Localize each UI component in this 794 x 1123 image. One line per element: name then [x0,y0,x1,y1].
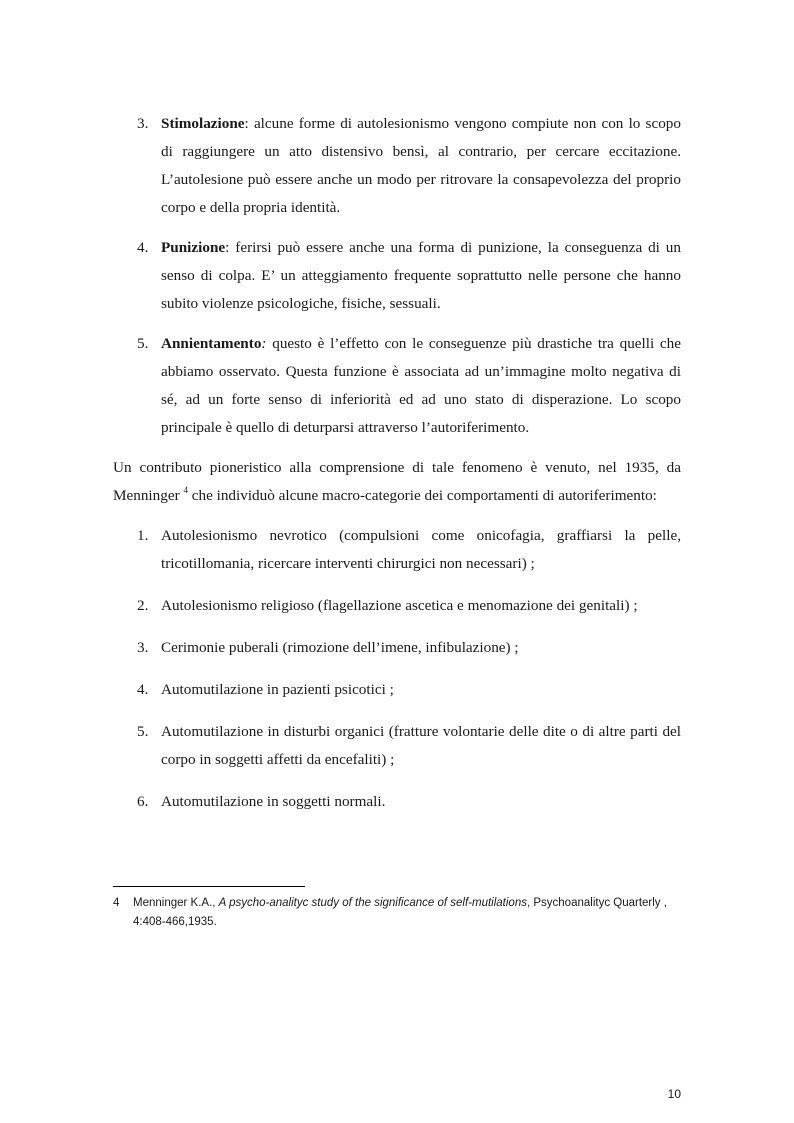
list-item [113,788,681,816]
list-item: 3. Stimolazione: alcune forme di autolesionismo vengono compiute non con lo scopo di raggiungere un atto distensivo bensì, al contrario, per cercare eccitazione. L’autolesione può essere anche un modo per ritrovare la consapevolezza del proprio corpo e della propria identità. [113,110,681,222]
list-item-text: Automutilazione in pazienti psicotici ; [161,681,394,698]
list-item-text: alcune forme di autolesionismo vengono compiute non con lo scopo di raggiungere un atto distensivo bensì, al contrario, per cercare eccitazione. L’autolesione può essere anche un modo per ritrovare la consapevolezza del proprio corpo e della propria identità. [161,115,681,216]
list-item-number: 5. [137,335,149,352]
footnote-title: A psycho-analityc study of the significance of self-mutilations [218,897,527,909]
list-item-number: 6. [137,793,149,810]
list-item-term: Annientamento [161,335,262,352]
list-item [113,522,681,578]
list-item-number: 4. [137,681,149,698]
footnote-text: Menninger K.A., A psycho-analityc study of the significance of self-mutilations, Psychoanalityc Quarterly , 4:408-466,1935. [133,897,667,928]
footnote-reference[interactable]: 4 [183,485,188,495]
list-item: 4. Punizione: ferirsi può essere anche una forma di punizione, la conseguenza di un senso di colpa. E’ un atteggiamento frequente soprattutto nelle persone che hanno subito violenze psicologiche, fisiche, sessuali. [113,234,681,318]
footnote [113,894,681,932]
list-item-text: Autolesionismo nevrotico (compulsioni come onicofagia, graffiarsi la pelle, tricotillomania, ricercare interventi chirurgici non necessari) ; [161,527,681,572]
list-item-text: Automutilazione in disturbi organici (fratture volontarie delle dite o di altre parti del corpo in soggetti affetti da encefaliti) ; [161,723,681,768]
list-item-text: Automutilazione in soggetti normali. [161,793,386,810]
page-number: 10 [667,1087,681,1101]
list-item [113,592,681,620]
footnote-divider [113,886,305,887]
paragraph-line: Un contributo pioneristico alla comprensione di tale fenomeno è venuto, nel 1935, da [113,459,681,476]
list-item-number: 5. [137,723,149,740]
list-item-number: 3. [137,115,149,132]
list-item-number: 3. [137,639,149,656]
list-item-text: questo è l’effetto con le conseguenze più drastiche tra quelli che abbiamo osservato. Questa funzione è associata ad un’immagine molto negativa di sé, ad un forte senso di inferiorità ed ad uno stato di disperazione. Lo scopo principale è quello di deturparsi attraverso l’autoriferimento. [161,335,681,436]
list-item: 5. Annientamento: questo è l’effetto con le conseguenze più drastiche tra quelli che abbiamo osservato. Questa funzione è associata ad un’immagine molto negativa di sé, ad un forte senso di inferiorità ed ad uno stato di disperazione. Lo scopo principale è quello di deturparsi attraverso l’autoriferimento. [113,330,681,442]
intro-paragraph: Un contributo pioneristico alla comprensione di tale fenomeno è venuto, nel 1935, da Menninger $^4$ che individuò alcune macro-categorie dei comportamenti di autoriferimento: [113,454,681,510]
list-item [113,634,681,662]
list-item-term: Stimolazione [161,115,245,132]
body-text [113,110,681,830]
list-item [113,718,681,774]
list-item-number: 1. [137,527,149,544]
list-item-text: Cerimonie puberali (rimozione dell’imene, infibulazione) ; [161,639,519,656]
functions-list [113,110,681,442]
list-item-text: Autolesionismo religioso (flagellazione ascetica e menomazione dei genitali) ; [161,597,638,614]
list-item [113,676,681,704]
list-item-term: Punizione [161,239,226,256]
categories-list [113,522,681,816]
list-item-number: 4. [137,239,149,256]
footnote-number: 4 [113,897,120,909]
list-item-text: ferirsi può essere anche una forma di punizione, la conseguenza di un senso di colpa. E’ un atteggiamento frequente soprattutto nelle persone che hanno subito violenze psicologiche, fisiche, sessuali. [161,239,681,312]
list-item-number: 2. [137,597,149,614]
